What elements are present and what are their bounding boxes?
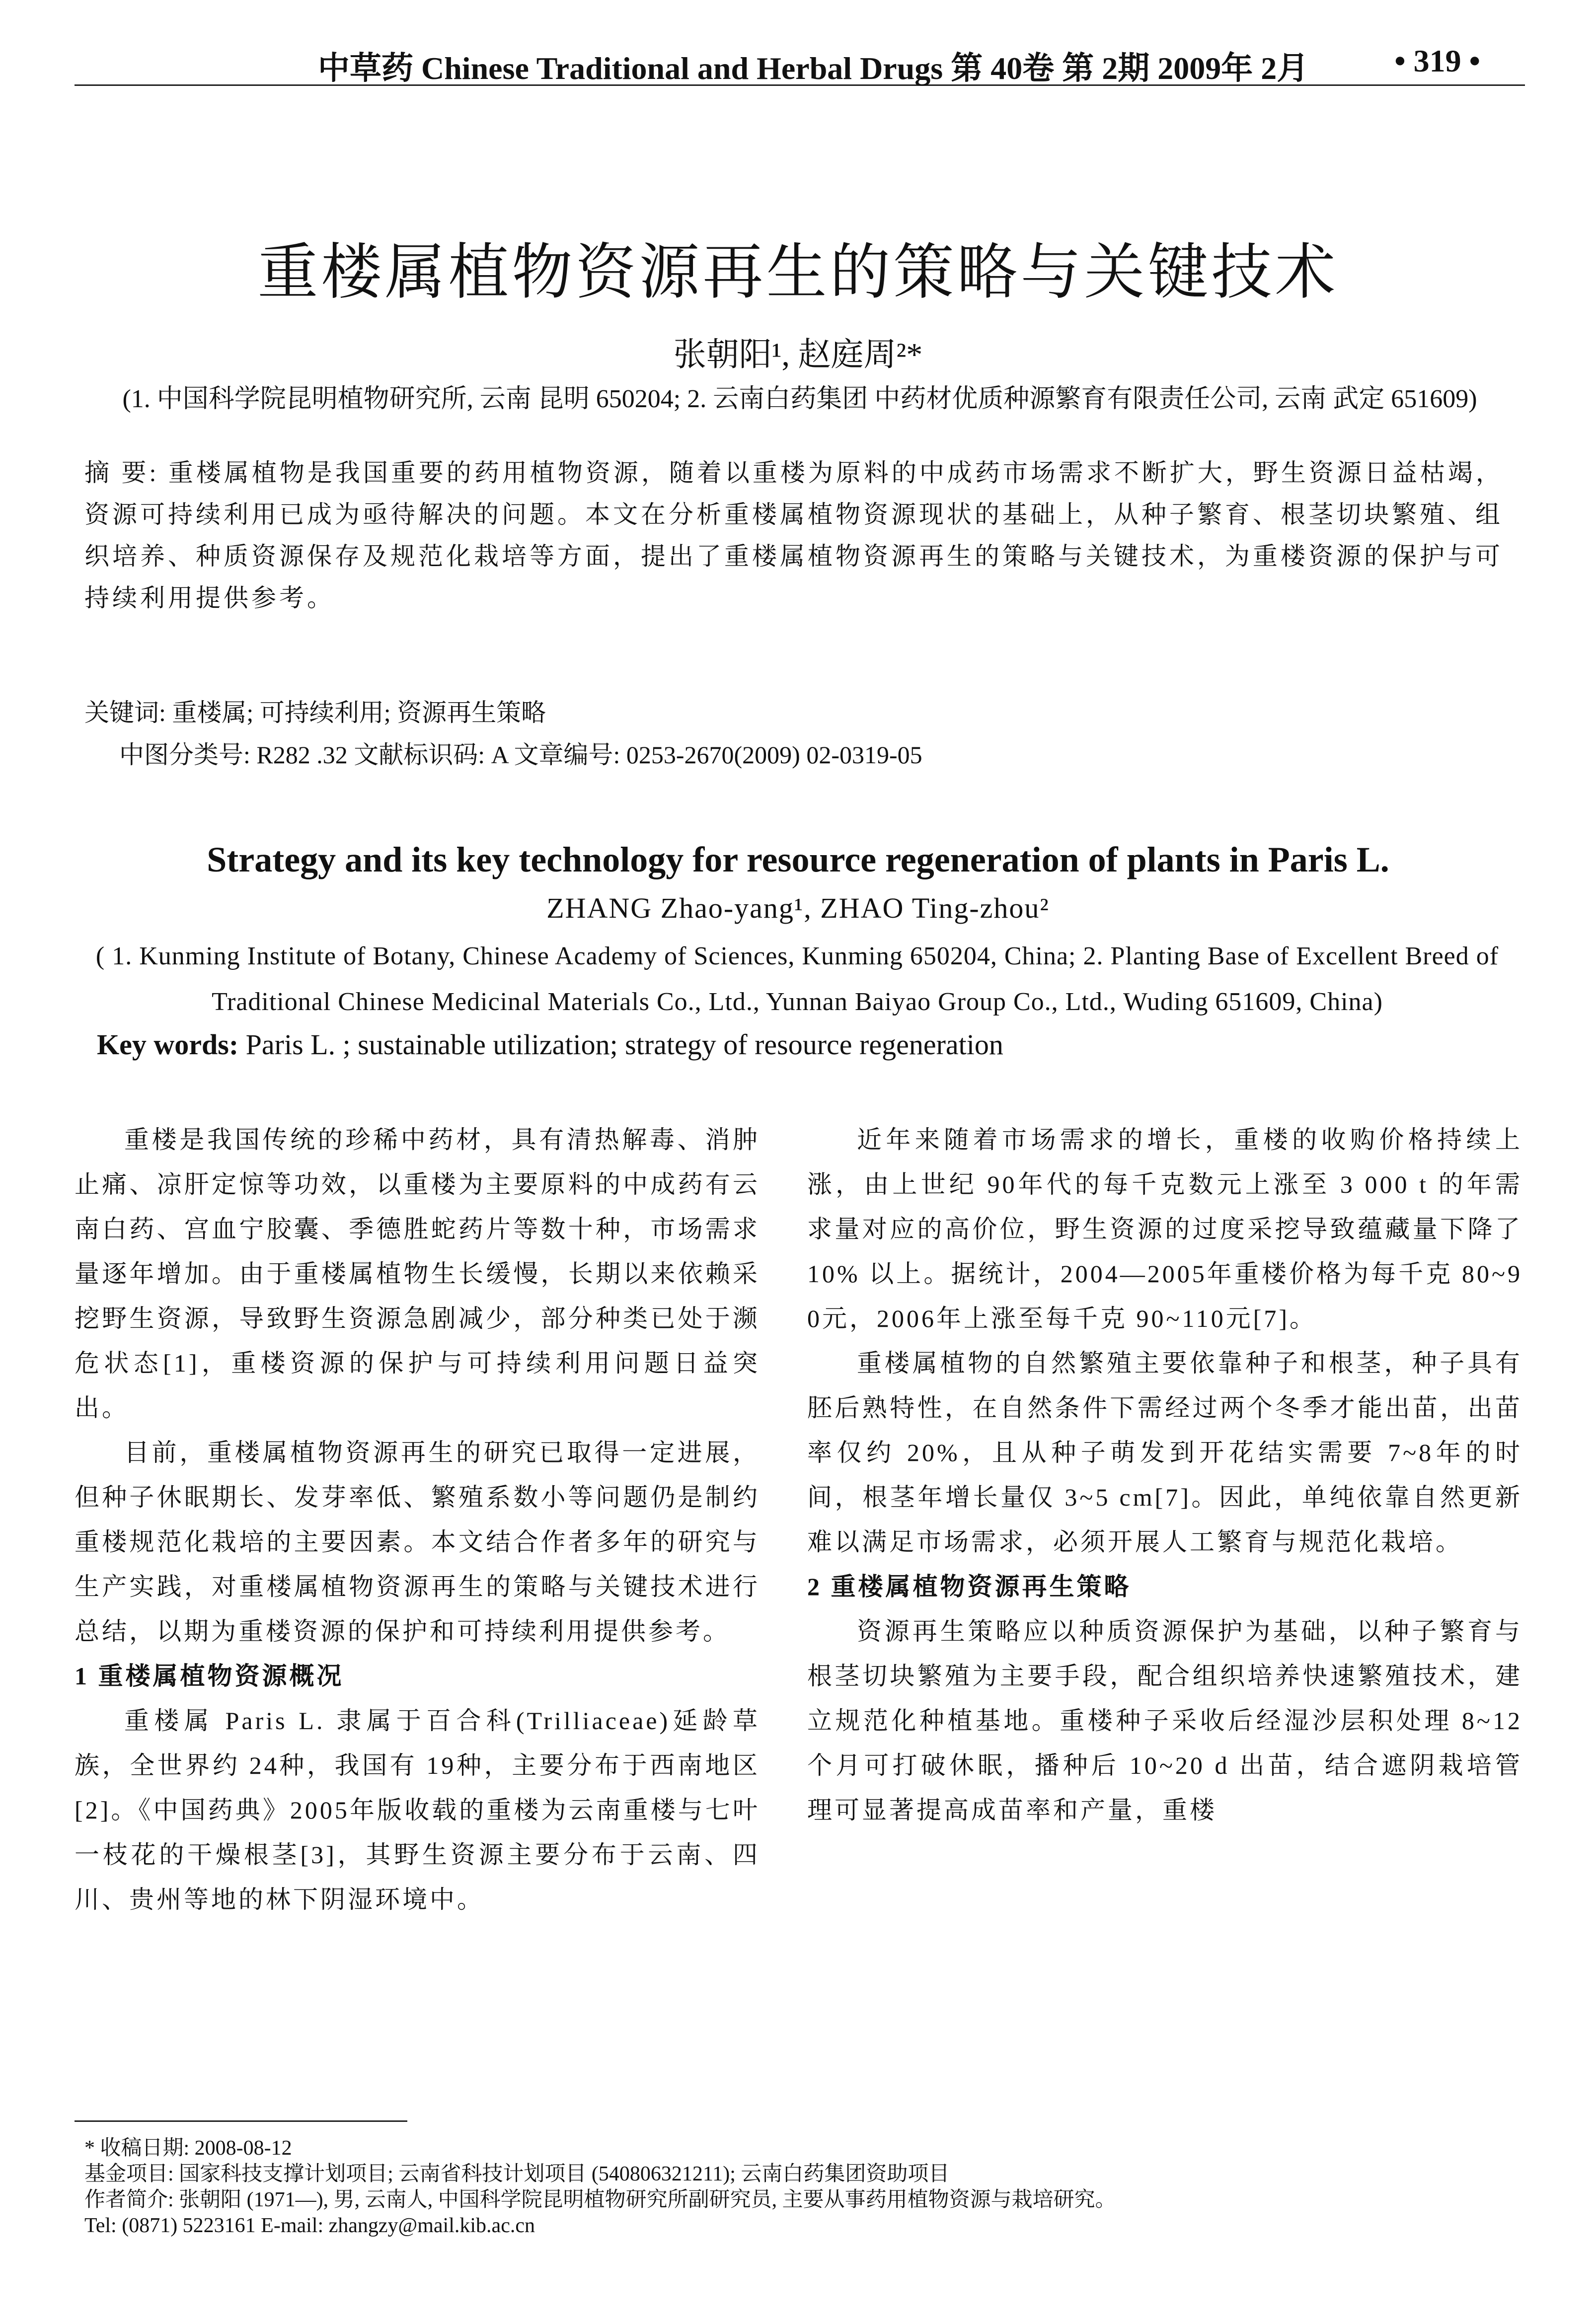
body-paragraph: 重楼属 Paris L. 隶属于百合科(Trilliaceae)延龄草族，全世界约 24种，我国有 19种，主要分布于西南地区[2]。《中国药典》2005年版收载的重楼为云南重楼与七叶一枝花的干燥根茎[3]，其野生资源主要分布于云南、四川、贵州等地的林下阴湿环境中。 xyxy=(75,1707,760,1913)
chinese-authors: 张朝阳¹, 赵庭周²* xyxy=(673,337,923,373)
footnote-contact: Tel: (0871) 5223161 E-mail: zhangzy@mail.kib.ac.cn xyxy=(84,2214,535,2237)
chinese-abstract-text: 摘 要: 重楼属植物是我国重要的药用植物资源，随着以重楼为原料的中成药市场需求不断扩大，野生资源日益枯竭，资源可持续利用已成为亟待解决的问题。本文在分析重楼属植物资源现状的基础上，从种子繁育、根茎切块繁殖、组织培养、种质资源保存及规范化栽培等方面，提出了重楼属植物资源再生的策略与关键技术，为重楼资源的保护与可持续利用提供参考。 xyxy=(84,459,1504,612)
chinese-keywords: 关键词: 重楼属; 可持续利用; 资源再生策略 xyxy=(84,699,546,726)
chinese-abstract xyxy=(84,452,1515,619)
body-paragraph: 目前，重楼属植物资源再生的研究已取得一定进展，但种子休眠期长、发芽率低、繁殖系数小等问题仍是制约重楼规范化栽培的主要因素。本文结合作者多年的研究与生产实践，对重楼属植物资源再生的策略与关键技术进行总结，以期为重楼资源的保护和可持续利用提供参考。 xyxy=(75,1439,760,1645)
body-paragraph: 重楼是我国传统的珍稀中药材，具有清热解毒、消肿止痛、凉肝定惊等功效，以重楼为主要原料的中成药有云南白药、宫血宁胶囊、季德胜蛇药片等数十种，市场需求量逐年增加。由于重楼属植物生长缓慢，长期以来依赖采挖野生资源，导致野生资源急剧减少，部分种类已处于濒危状态[1]，重楼资源的保护与可持续利用问题日益突出。 xyxy=(75,1126,760,1422)
chinese-affiliation: (1. 中国科学院昆明植物研究所, 云南 昆明 650204; 2. 云南白药集团 中药材优质种源繁育有限责任公司, 云南 武定 651609) xyxy=(122,385,1477,413)
english-keywords xyxy=(97,1028,1003,1061)
chinese-title: 重楼属植物资源再生的策略与关键技术 xyxy=(257,239,1339,306)
journal-header: 中草药 Chinese Traditional and Herbal Drugs 第 40卷 第 2期 2009年 2月 xyxy=(318,51,1309,86)
body-right-column xyxy=(807,1117,1522,1832)
body-paragraph: 资源再生策略应以种质资源保护为基础，以种子繁育与根茎切块繁殖为主要手段，配合组织培养快速繁殖技术，建立规范化种植基地。重楼种子采收后经湿沙层积处理 8~12个月可打破休眠，播种后 10~20 d 出苗，结合遮阴栽培管理可显著提高成苗率和产量，重楼 xyxy=(807,1617,1522,1824)
english-affiliation: ( 1. Kunming Institute of Botany, Chinese Academy of Sciences, Kunming 650204, China; 2. Planting Base of Excellent Breed of Traditional Chinese Medicinal Materials Co., Ltd., Yunnan Baiyao Group Co., Ltd., Wuding 651609, China) xyxy=(95,942,1499,1016)
english-authors: ZHANG Zhao-yang¹, ZHAO Ting-zhou² xyxy=(546,892,1050,924)
english-title: Strategy and its key technology for resource regeneration of plants in Paris L. xyxy=(207,840,1389,879)
footnote-funding: 基金项目: 国家科技支撑计划项目; 云南省科技计划项目 (540806321211); 云南白药集团资助项目 xyxy=(84,2163,950,2185)
footnote-author: 作者简介: 张朝阳 (1971—), 男, 云南人, 中国科学院昆明植物研究所副研究员, 主要从事药用植物资源与栽培研究。 xyxy=(84,2188,1116,2211)
section-heading: 1 重楼属植物资源概况 xyxy=(75,1662,344,1690)
footnote xyxy=(84,2135,1525,2239)
english-keywords-label: Key words: xyxy=(97,1028,239,1061)
english-keywords-text: Paris L. ; sustainable utilization; strategy of resource regeneration xyxy=(245,1028,1003,1061)
section-heading: 2 重楼属植物资源再生策略 xyxy=(807,1573,1132,1600)
footnote-divider xyxy=(75,2120,407,2122)
body-paragraph: 重楼属植物的自然繁殖主要依靠种子和根茎，种子具有胚后熟特性，在自然条件下需经过两个冬季才能出苗，出苗率仅约 20%，且从种子萌发到开花结实需要 7~8年的时间，根茎年增长量仅 3~5 cm[7]。因此，单纯依靠自然更新难以满足市场需求，必须开展人工繁育与规范化栽培。 xyxy=(807,1349,1522,1556)
classification-line: 中图分类号: R282 .32 文献标识码: A 文章编号: 0253-2670(2009) 02-0319-05 xyxy=(119,741,922,769)
body-paragraph: 近年来随着市场需求的增长，重楼的收购价格持续上涨，由上世纪 90年代的每千克数元上涨至 3 000 t 的年需求量对应的高价位，野生资源的过度采挖导致蕴藏量下降了 10% 以上。据统计，2004—2005年重楼价格为每千克 80~90元，2006年上涨至每千克 90~110元[7]。 xyxy=(807,1126,1522,1332)
body-left-column xyxy=(75,1117,760,1922)
page-number: • 319 • xyxy=(1394,43,1480,78)
running-header xyxy=(75,40,1525,86)
footnote-received: * 收稿日期: 2008-08-12 xyxy=(84,2137,292,2160)
